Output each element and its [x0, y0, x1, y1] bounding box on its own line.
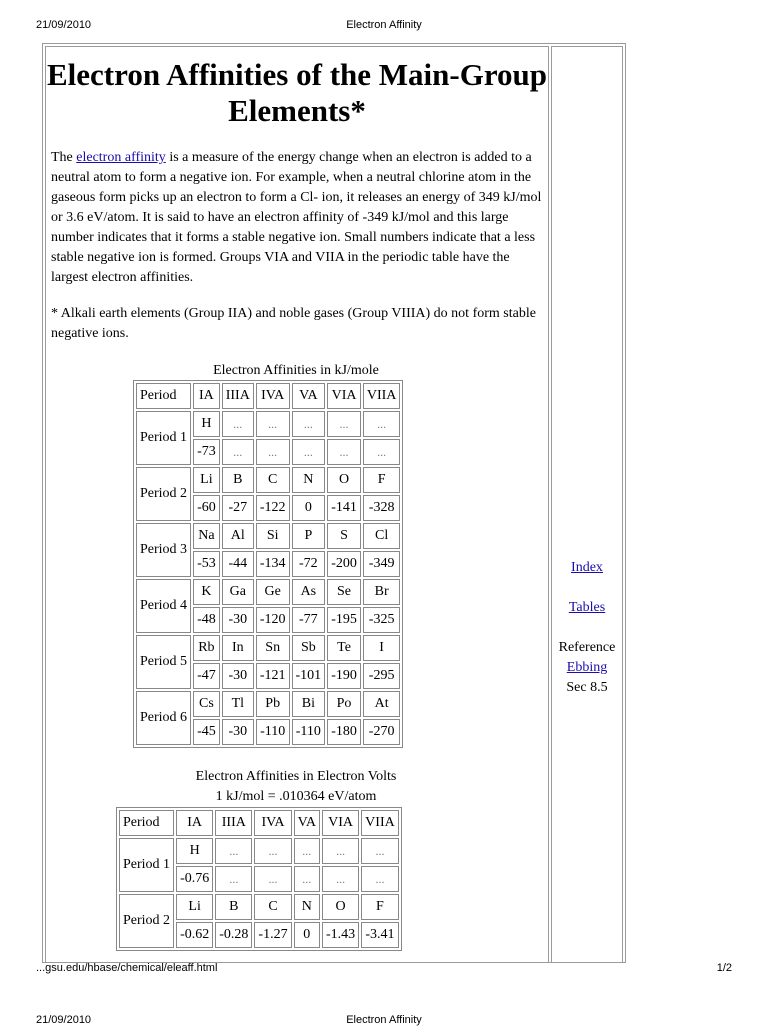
print-header: [0, 19, 768, 33]
affinity-value: -1.43: [322, 922, 359, 948]
element-symbol: Se: [327, 579, 361, 605]
column-header: Period: [119, 810, 174, 836]
element-symbol: O: [322, 894, 359, 920]
element-symbol: I: [363, 635, 401, 661]
header-row: [136, 383, 400, 409]
element-symbol: C: [256, 467, 290, 493]
symbol-row: [119, 838, 399, 864]
electron-affinity-link[interactable]: electron affinity: [76, 150, 166, 165]
symbol-row: [136, 691, 400, 717]
element-symbol: S: [327, 523, 361, 549]
kj-table: [133, 380, 403, 748]
symbol-row: [136, 411, 400, 437]
affinity-value: -72: [292, 551, 326, 577]
column-header: IVA: [256, 383, 290, 409]
intro-paragraph: [51, 148, 547, 288]
affinity-value: -295: [363, 663, 401, 689]
affinity-value: -120: [256, 607, 290, 633]
column-header: VIA: [327, 383, 361, 409]
element-symbol: At: [363, 691, 401, 717]
element-symbol: ...: [256, 411, 290, 437]
element-symbol: H: [193, 411, 220, 437]
affinity-value: ...: [294, 866, 320, 892]
footer-url: ...gsu.edu/hbase/chemical/eleaff.html: [36, 962, 218, 974]
column-header: IVA: [254, 810, 291, 836]
affinity-value: -73: [193, 439, 220, 465]
intro-text: is a measure of the energy change when an electron is added to a neutral atom to form a negative ion. For example, when a neutral chlorine atom in the gaseous form picks up an electron to form a Cl- ion, it releases an energy of 349 kJ/mol or 3.6 eV/atom. It is said to have an electron affinity of -349 kJ/mol and this large number indicates that it forms a stable negative ion. Small numbers indicate that a less stable negative ion is formed. Groups VIA and VIIA in the periodic table have the largest electron affinities.: [51, 150, 542, 285]
symbol-row: [136, 467, 400, 493]
affinity-value: ...: [363, 439, 401, 465]
element-symbol: As: [292, 579, 326, 605]
element-symbol: Sb: [292, 635, 326, 661]
print-header-page2: [0, 1014, 768, 1028]
element-symbol: Li: [176, 894, 213, 920]
element-symbol: H: [176, 838, 213, 864]
affinity-value: 0: [292, 495, 326, 521]
affinity-value: -53: [193, 551, 220, 577]
ebbing-link[interactable]: Ebbing: [566, 660, 608, 675]
period-label: Period 2: [119, 894, 174, 948]
column-header: Period: [136, 383, 191, 409]
element-symbol: Cl: [363, 523, 401, 549]
element-symbol: Pb: [256, 691, 290, 717]
tables-link[interactable]: Tables: [568, 600, 606, 615]
element-symbol: Br: [363, 579, 401, 605]
column-header: VIIA: [363, 383, 401, 409]
element-symbol: C: [254, 894, 291, 920]
affinity-value: -0.62: [176, 922, 213, 948]
affinity-value: -180: [327, 719, 361, 745]
affinity-value: ...: [222, 439, 254, 465]
element-symbol: F: [361, 894, 399, 920]
reference-label: Reference: [558, 640, 616, 655]
index-link[interactable]: Index: [571, 560, 603, 575]
column-header: IA: [193, 383, 220, 409]
symbol-row: [119, 894, 399, 920]
affinity-value: -1.27: [254, 922, 291, 948]
element-symbol: Po: [327, 691, 361, 717]
element-symbol: Sn: [256, 635, 290, 661]
affinity-value: -200: [327, 551, 361, 577]
element-symbol: Na: [193, 523, 220, 549]
print-title-2: Electron Affinity: [346, 1014, 422, 1026]
element-symbol: Ga: [222, 579, 254, 605]
period-label: Period 5: [136, 635, 191, 689]
table2-caption-1: Electron Affinities in Electron Volts: [195, 769, 397, 784]
element-symbol: Bi: [292, 691, 326, 717]
affinity-value: -110: [292, 719, 326, 745]
element-symbol: B: [222, 467, 254, 493]
footnote: * Alkali earth elements (Group IIA) and noble gases (Group VIIIA) do not form stable negative ions.: [51, 306, 536, 341]
table1-caption: Electron Affinities in kJ/mole: [213, 363, 379, 378]
affinity-value: ...: [327, 439, 361, 465]
affinity-value: -325: [363, 607, 401, 633]
affinity-value: -77: [292, 607, 326, 633]
element-symbol: In: [222, 635, 254, 661]
element-symbol: O: [327, 467, 361, 493]
affinity-value: -349: [363, 551, 401, 577]
table2-caption-2: 1 kJ/mol = .010364 eV/atom: [215, 789, 377, 804]
print-date-2: 21/09/2010: [36, 1014, 92, 1026]
column-header: IIIA: [215, 810, 252, 836]
affinity-value: ...: [292, 439, 326, 465]
element-symbol: Rb: [193, 635, 220, 661]
section-label: Sec 8.5: [566, 680, 608, 695]
element-symbol: N: [292, 467, 326, 493]
main-content: [45, 46, 549, 963]
affinity-value: -47: [193, 663, 220, 689]
element-symbol: Te: [327, 635, 361, 661]
element-symbol: Si: [256, 523, 290, 549]
column-header: VA: [292, 383, 326, 409]
ev-table: [116, 807, 402, 951]
affinity-value: -30: [222, 663, 254, 689]
element-symbol: F: [363, 467, 401, 493]
print-footer: [0, 960, 768, 980]
layout-table: [42, 43, 626, 963]
element-symbol: Li: [193, 467, 220, 493]
affinity-value: -0.28: [215, 922, 252, 948]
element-symbol: P: [292, 523, 326, 549]
column-header: VIIA: [361, 810, 399, 836]
element-symbol: Ge: [256, 579, 290, 605]
affinity-value: -30: [222, 719, 254, 745]
element-symbol: Tl: [222, 691, 254, 717]
affinity-value: -190: [327, 663, 361, 689]
period-label: Period 1: [119, 838, 174, 892]
element-symbol: ...: [363, 411, 401, 437]
column-header: IA: [176, 810, 213, 836]
affinity-value: -30: [222, 607, 254, 633]
period-label: Period 6: [136, 691, 191, 745]
affinity-value: ...: [256, 439, 290, 465]
element-symbol: B: [215, 894, 252, 920]
element-symbol: N: [294, 894, 320, 920]
affinity-value: -328: [363, 495, 401, 521]
affinity-value: -195: [327, 607, 361, 633]
affinity-value: -48: [193, 607, 220, 633]
element-symbol: ...: [215, 838, 252, 864]
element-symbol: Cs: [193, 691, 220, 717]
affinity-value: -45: [193, 719, 220, 745]
sidebar: [551, 46, 623, 963]
element-symbol: Al: [222, 523, 254, 549]
print-title: Electron Affinity: [346, 19, 422, 31]
element-symbol: ...: [254, 838, 291, 864]
column-header: VIA: [322, 810, 359, 836]
element-symbol: ...: [322, 838, 359, 864]
element-symbol: ...: [222, 411, 254, 437]
footer-page: 1/2: [716, 962, 732, 974]
element-symbol: K: [193, 579, 220, 605]
affinity-value: ...: [254, 866, 291, 892]
element-symbol: ...: [292, 411, 326, 437]
affinity-value: -27: [222, 495, 254, 521]
period-label: Period 3: [136, 523, 191, 577]
affinity-value: 0: [294, 922, 320, 948]
affinity-value: -121: [256, 663, 290, 689]
affinity-value: -44: [222, 551, 254, 577]
affinity-value: -270: [363, 719, 401, 745]
affinity-value: -60: [193, 495, 220, 521]
column-header: VA: [294, 810, 320, 836]
symbol-row: [136, 579, 400, 605]
intro-prefix: The: [51, 150, 77, 165]
print-date: 21/09/2010: [36, 19, 92, 31]
affinity-value: -141: [327, 495, 361, 521]
header-row: [119, 810, 399, 836]
affinity-value: -101: [292, 663, 326, 689]
column-header: IIIA: [222, 383, 254, 409]
symbol-row: [136, 523, 400, 549]
period-label: Period 4: [136, 579, 191, 633]
page-title: Electron Affinities of the Main-Group Elements*: [47, 57, 547, 128]
affinity-value: -3.41: [361, 922, 399, 948]
period-label: Period 1: [136, 411, 191, 465]
element-symbol: ...: [327, 411, 361, 437]
affinity-value: -110: [256, 719, 290, 745]
affinity-value: ...: [215, 866, 252, 892]
affinity-value: -122: [256, 495, 290, 521]
affinity-value: ...: [361, 866, 399, 892]
period-label: Period 2: [136, 467, 191, 521]
affinity-value: -134: [256, 551, 290, 577]
symbol-row: [136, 635, 400, 661]
affinity-value: -0.76: [176, 866, 213, 892]
affinity-value: ...: [322, 866, 359, 892]
element-symbol: ...: [294, 838, 320, 864]
element-symbol: ...: [361, 838, 399, 864]
